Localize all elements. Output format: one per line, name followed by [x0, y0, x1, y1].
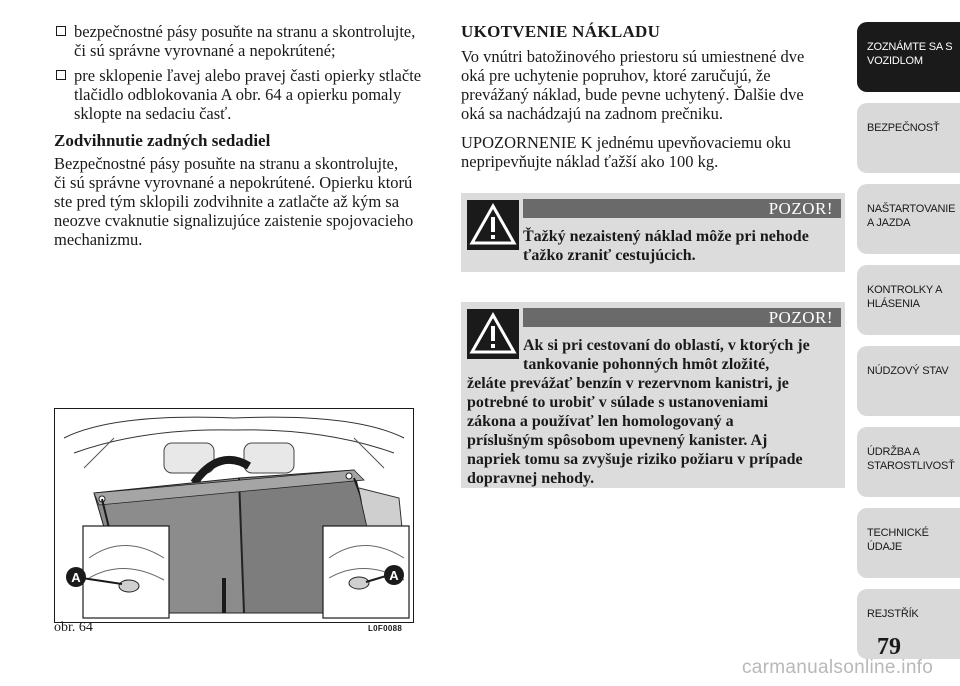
paragraph-line: UPOZORNENIE K jednému upevňovaciemu oku [461, 133, 791, 152]
warning-text [523, 336, 810, 374]
warning-line: príslušným spôsobom upevnený kanister. Aj [467, 432, 768, 449]
warning-box [461, 193, 845, 272]
warning-line: dopravnej nehody. [467, 470, 595, 487]
tab-label: ÚDAJE [867, 541, 903, 553]
tab-label: STAROSTLIVOSŤ [867, 460, 955, 472]
left-column [54, 22, 446, 249]
warning-title: POZOR! [523, 199, 841, 218]
warning-line: Ak si pri cestovaní do oblastí, v ktorých je [523, 337, 810, 354]
tab-udrzba-a-starostlivost[interactable] [857, 427, 960, 497]
figure-caption: obr. 64 [54, 620, 93, 635]
tab-label: NAŠTARTOVANIE [867, 203, 956, 215]
paragraph-line: oká sa nachádzajú na zadnom prečniku. [461, 104, 724, 123]
warning-line: zákona a používať len homologovaný a [467, 413, 734, 430]
tab-label: ZOZNÁMTE SA S [867, 41, 953, 53]
warning-line: potrebné to urobiť v súlade s ustanoveniami [467, 394, 769, 411]
warning-line: želáte prevážať benzín v rezervnom kanistri, je [467, 375, 789, 392]
tab-label: NÚDZOVÝ STAV [867, 365, 949, 377]
section-heading: UKOTVENIE NÁKLADU [461, 22, 661, 41]
tab-nudzovy-stav[interactable] [857, 346, 960, 416]
tab-nastartovanie-a-jazda[interactable] [857, 184, 960, 254]
label-a-left: A [71, 570, 81, 585]
paragraph-line: či sú správne vyrovnané a nepokrútené. Opierku ktorú [54, 173, 413, 192]
section-heading: Zodvihnutie zadných sedadiel [54, 131, 271, 150]
bullet-line: sklopte na sedaciu časť. [74, 104, 232, 123]
tab-label: BEZPEČNOSŤ [867, 122, 940, 134]
paragraph-line: neozve cvaknutie signalizujúce zaistenie spojovacieho [54, 211, 414, 230]
bullet-item [54, 66, 446, 123]
warning-line: tankovanie pohonných hmôt zložité, [523, 356, 770, 373]
rear-seat-illustration [54, 408, 414, 623]
tab-kontrolky-a-hlasenia[interactable] [857, 265, 960, 335]
tab-bezpecnost[interactable] [857, 103, 960, 173]
warning-triangle-icon [467, 309, 519, 359]
paragraph-line: prevážaný náklad, bude pevne uchytený. Ďalšie dve [461, 85, 804, 104]
tab-label: A JAZDA [867, 217, 911, 229]
bullet-line: tlačidlo odblokovania A obr. 64 a opierku pomaly [74, 85, 402, 104]
note-paragraph [461, 133, 846, 171]
bullet-line: pre sklopenie ľavej alebo pravej časti opierky stlačte [74, 66, 422, 85]
warning-title: POZOR! [523, 308, 841, 327]
paragraph-line: Bezpečnostné pásy posuňte na stranu a skontrolujte, [54, 154, 399, 173]
bullet-item [54, 22, 446, 60]
tab-label: TECHNICKÉ [867, 527, 929, 539]
checkbox-bullet-icon [56, 70, 66, 80]
tab-rejstrik[interactable] [857, 589, 960, 659]
bullet-line: bezpečnostné pásy posuňte na stranu a skontrolujte, [74, 22, 416, 41]
paragraph-line: Vo vnútri batožinového priestoru sú umiestnené dve [461, 47, 805, 66]
figure-rear-seat [54, 408, 414, 638]
tab-technicke-udaje[interactable] [857, 508, 960, 578]
tab-label: ÚDRŽBA A [867, 446, 920, 458]
paragraph-line: nepripevňujte náklad ťažší ako 100 kg. [461, 152, 719, 171]
tab-label: REJSTŘÍK [867, 608, 919, 620]
tab-label: KONTROLKY A [867, 284, 943, 296]
body-paragraph [461, 47, 846, 123]
warning-text [523, 227, 809, 265]
label-a-right: A [389, 568, 399, 583]
warning-line: ťažko zraniť cestujúcich. [523, 247, 696, 264]
checkbox-bullet-icon [56, 26, 66, 36]
body-paragraph [54, 154, 446, 249]
warning-box [461, 302, 845, 488]
right-column [461, 22, 846, 181]
warning-line: Ťažký nezaistený náklad môže pri nehode [523, 228, 809, 245]
tab-label: VOZIDLOM [867, 55, 923, 67]
figure-code: L0F0088 [368, 624, 403, 633]
warning-triangle-icon [467, 200, 519, 250]
paragraph-line: ste pred tým sklopili zodvihnite a zatlačte až kým sa [54, 192, 400, 211]
tab-zoznamte-sa-s-vozidlom[interactable] [857, 22, 960, 92]
warning-text-cont [467, 374, 803, 488]
watermark: carmanualsonline.info [742, 657, 934, 678]
paragraph-line: oká pre uchytenie popruhov, ktoré zaručujú, že [461, 66, 771, 85]
page-number: 79 [877, 634, 901, 660]
warning-line: napriek tomu sa zvyšuje riziko požiaru v prípade [467, 451, 803, 468]
tab-label: HLÁSENIA [867, 298, 920, 310]
paragraph-line: mechanizmu. [54, 230, 143, 249]
bullet-line: či sú správne vyrovnané a nepokrútené; [74, 41, 336, 60]
